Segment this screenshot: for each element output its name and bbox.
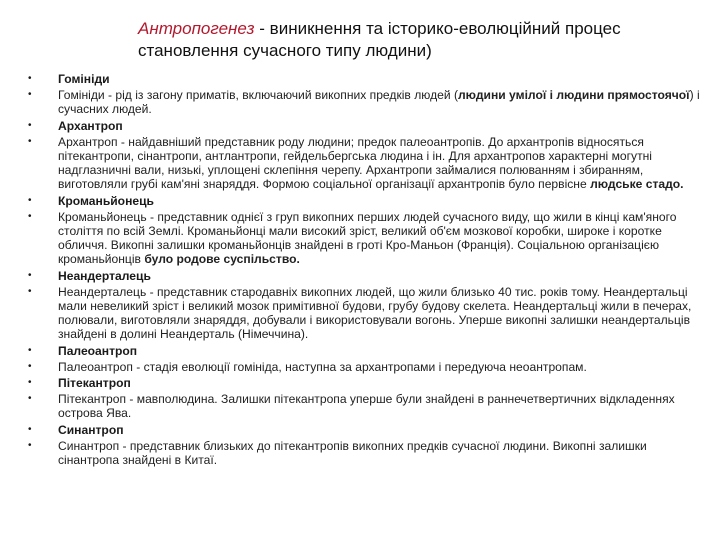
definition-text: Гомініди - рід із загону приматів, включаючий викопних предків людей ( bbox=[58, 88, 458, 103]
slide-title bbox=[138, 18, 698, 62]
list-item-heading bbox=[28, 269, 702, 283]
list-item-definition bbox=[28, 285, 702, 342]
bullet-icon: • bbox=[28, 119, 32, 131]
definition-text: Кроманьйонець - представник однієї з груп викопних перших людей сучасного виду, що жили в кінці кам'яного століття по всій Землі. Кроманьйонці мали високий зріст, великий об'єм мозкової коробки, широке і коротке обличчя. Викопні залишки кроманьйонців знайдені в гроті Кро-Маньон (Франція). Соціальною організацією кроманьйонців bbox=[58, 209, 677, 267]
list-item-definition bbox=[28, 392, 702, 420]
term-heading: Неандерталець bbox=[58, 268, 151, 283]
term-heading: Гомініди bbox=[58, 72, 110, 86]
bullet-icon: • bbox=[28, 360, 32, 372]
bullet-icon: • bbox=[28, 344, 32, 356]
definition-text: Неандерталець - представник стародавніх викопних людей, що жили близько 40 тис. років тому. Неандертальці мали невеликий зріст і великий мозок примітивної будови, грубу будову скелета. Неандертальці жили в печерах, полювали, виготовляли знаряддя, добували і використовували вогонь. Уперше викопні залишки неандертальців знайдені в долині Неандерталь (Німеччина). bbox=[58, 284, 692, 342]
list-item-definition bbox=[28, 135, 702, 192]
bullet-icon: • bbox=[28, 135, 32, 147]
term-heading: Палеоантроп bbox=[58, 343, 138, 358]
list-item-definition bbox=[28, 88, 702, 116]
list-item-definition bbox=[28, 439, 702, 467]
bullet-icon: • bbox=[28, 377, 32, 389]
bullet-icon: • bbox=[28, 285, 32, 297]
bullet-icon: • bbox=[28, 393, 32, 405]
bullet-icon: • bbox=[28, 194, 32, 206]
list-item-heading bbox=[28, 344, 702, 358]
list-item-heading bbox=[28, 72, 702, 86]
definition-bold: було родове суспільство. bbox=[144, 252, 300, 267]
bullet-icon: • bbox=[28, 210, 32, 222]
definition-text: Архантроп - найдавніший представник роду людини; предок палеоантропів. До архантропів відносяться пітекантропи, сінантропи, антлантропи, гейдельбергська людина і ін. Для архантропов характерні могутні надглазничні вали, низькі, уплощені склепіння черепу. Архантропи займалися полюванням і збиранням, виготовляли грубі кам'яні знаряддя. Формою соціальної організації архантропів було первісне bbox=[58, 134, 652, 192]
definition-text: Палеоантроп - стадія еволюції гомініда, наступна за архантропами і передуюча неоантропам. bbox=[58, 359, 587, 374]
bullet-icon: • bbox=[28, 73, 32, 84]
list-item-heading bbox=[28, 119, 702, 133]
definition-text: Пітекантроп - мавполюдина. Залишки пітекантропа уперше були знайдені в раннечетвертичних відкладеннях острова Ява. bbox=[58, 392, 675, 421]
list-item-heading bbox=[28, 194, 702, 208]
definition-bold: людське стадо. bbox=[590, 177, 684, 192]
bullet-icon: • bbox=[28, 269, 32, 281]
list-item-definition bbox=[28, 360, 702, 374]
definition-text: Синантроп - представник близьких до пітекантропів викопних предків сучасної людини. Викопні залишки сінантропа знайдені в Китаї. bbox=[58, 438, 647, 468]
bullet-icon: • bbox=[28, 439, 32, 451]
list-item-heading bbox=[28, 376, 702, 390]
title-rest: - виникнення та історико-еволюційний процес становлення сучасного типу людини) bbox=[138, 19, 621, 60]
definition-list bbox=[28, 72, 702, 469]
title-term: Антропогенез bbox=[138, 19, 255, 38]
definition-bold: людини умілої і людини прямостоячої bbox=[458, 88, 690, 103]
bullet-icon: • bbox=[28, 423, 32, 435]
term-heading: Архантроп bbox=[58, 118, 123, 133]
term-heading: Кроманьйонець bbox=[58, 193, 154, 208]
term-heading: Пітекантроп bbox=[58, 376, 131, 391]
term-heading: Синантроп bbox=[58, 422, 124, 437]
list-item-definition bbox=[28, 210, 702, 267]
definition-tail: ) і сучасних людей. bbox=[58, 88, 700, 117]
list-item-heading bbox=[28, 423, 702, 437]
bullet-icon: • bbox=[28, 89, 32, 101]
